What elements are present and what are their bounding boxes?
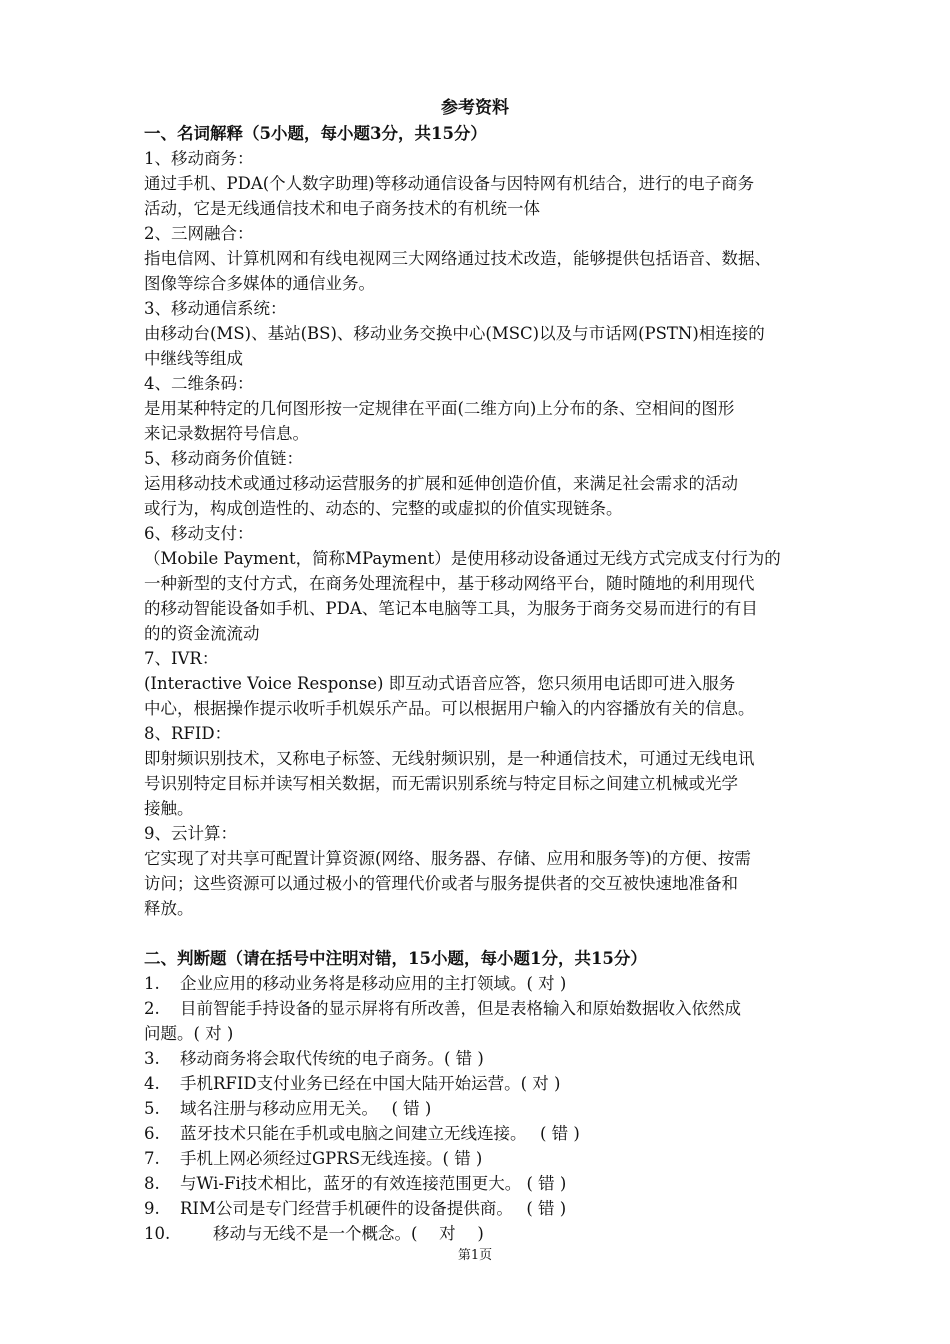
page-title: 参考资料 — [441, 98, 509, 118]
question-number: 4. — [144, 1074, 160, 1093]
question-number: 2. — [144, 999, 160, 1018]
definition-term: 8、RFID： — [144, 724, 232, 743]
question-text: 目前智能手持设备的显示屏将有所改善，但是表格输入和原始数据收入依然成 — [180, 999, 741, 1018]
question-number: 6. — [144, 1124, 160, 1143]
question-line — [144, 1021, 844, 1046]
question-line — [144, 1196, 844, 1221]
definition-text-line: 图像等综合多媒体的通信业务。 — [144, 274, 375, 293]
page-number: 第1页 — [457, 1248, 493, 1263]
question-text: 问题。( 对 ) — [144, 1024, 234, 1043]
definition-text-line: 来记录数据符号信息。 — [144, 424, 309, 443]
question-number: 1. — [144, 974, 160, 993]
definition-text-line: 是用某种特定的几何图形按一定规律在平面(二维方向)上分布的条、空相间的图形 — [144, 399, 735, 418]
question-line — [144, 1046, 844, 1071]
definition-text-line: 指电信网、计算机网和有线电视网三大网络通过技术改造，能够提供包括语音、数据、 — [144, 249, 771, 268]
section-spacer — [144, 921, 844, 946]
definition-text-line: 中心，根据操作提示收听手机娱乐产品。可以根据用户输入的内容播放有关的信息。 — [144, 699, 755, 718]
document-body — [144, 121, 844, 1246]
question-line — [144, 1146, 844, 1171]
definition-term: 7、IVR： — [144, 649, 219, 668]
question-text: 移动与无线不是一个概念。( 对 ) — [180, 1224, 484, 1243]
definition-text-line: 号识别特定目标并读写相关数据，而无需识别系统与特定目标之间建立机械或光学 — [144, 774, 738, 793]
question-number: 3. — [144, 1049, 160, 1068]
definition-text-line: 中继线等组成 — [144, 349, 243, 368]
question-text: 企业应用的移动业务将是移动应用的主打领域。( 对 ) — [180, 974, 567, 993]
question-number: 7. — [144, 1149, 160, 1168]
definition-text-line: 即射频识别技术，又称电子标签、无线射频识别，是一种通信技术，可通过无线电讯 — [144, 749, 755, 768]
question-line — [144, 1171, 844, 1196]
definition-text-line: 的的资金流流动 — [144, 624, 260, 643]
definition-text-line: 它实现了对共享可配置计算资源(网络、服务器、存储、应用和服务等)的方便、按需 — [144, 849, 751, 868]
question-text: 蓝牙技术只能在手机或电脑之间建立无线连接。 ( 错 ) — [180, 1124, 580, 1143]
question-text: 与Wi-Fi技术相比，蓝牙的有效连接范围更大。 ( 错 ) — [180, 1174, 567, 1193]
definition-term: 6、移动支付： — [144, 524, 254, 543]
question-text: 手机RFID支付业务已经在中国大陆开始运营。( 对 ) — [180, 1074, 561, 1093]
question-text: RIM公司是专门经营手机硬件的设备提供商。 ( 错 ) — [180, 1199, 567, 1218]
question-line — [144, 1221, 844, 1246]
question-line — [144, 971, 844, 996]
definition-text-line: 运用移动技术或通过移动运营服务的扩展和延伸创造价值，来满足社会需求的活动 — [144, 474, 738, 493]
question-text: 域名注册与移动应用无关。 ( 错 ) — [180, 1099, 432, 1118]
definition-text-line: 释放。 — [144, 899, 194, 918]
definition-term: 4、二维条码： — [144, 374, 254, 393]
definition-text-line: 访问；这些资源可以通过极小的管理代价或者与服务提供者的交互被快速地准备和 — [144, 874, 738, 893]
definition-term: 3、移动通信系统： — [144, 299, 287, 318]
question-text: 移动商务将会取代传统的电子商务。( 错 ) — [180, 1049, 484, 1068]
definition-term: 1、移动商务： — [144, 149, 254, 168]
definition-text-line: 接触。 — [144, 799, 194, 818]
question-number: 8. — [144, 1174, 160, 1193]
definition-text-line: 一种新型的支付方式，在商务处理流程中，基于移动网络平台，随时随地的利用现代 — [144, 574, 755, 593]
definition-text-line: 由移动台(MS)、基站(BS)、移动业务交换中心(MSC)以及与市话网(PSTN)相连接的 — [144, 324, 765, 343]
definition-text-line: （Mobile Payment，简称MPayment）是使用移动设备通过无线方式完成支付行为的 — [144, 549, 781, 568]
definition-text-line: (Interactive Voice Response) 即互动式语音应答，您只须用电话即可进入服务 — [144, 674, 736, 693]
question-line — [144, 1096, 844, 1121]
definition-text-line: 通过手机、PDA(个人数字助理)等移动通信设备与因特网有机结合，进行的电子商务 — [144, 174, 755, 193]
definition-text-line: 的移动智能设备如手机、PDA、笔记本电脑等工具，为服务于商务交易而进行的有目 — [144, 599, 758, 618]
question-number: 10. — [144, 1224, 171, 1243]
question-number: 9. — [144, 1199, 160, 1218]
definition-text-line: 活动，它是无线通信技术和电子商务技术的有机统一体 — [144, 199, 540, 218]
section-heading-definitions: 一、名词解释（5小题，每小题3分，共15分） — [144, 124, 487, 143]
question-line — [144, 996, 844, 1021]
question-text: 手机上网必须经过GPRS无线连接。( 错 ) — [180, 1149, 483, 1168]
definition-term: 5、移动商务价值链： — [144, 449, 303, 468]
question-number: 5. — [144, 1099, 160, 1118]
definition-text-line: 或行为，构成创造性的、动态的、完整的或虚拟的价值实现链条。 — [144, 499, 623, 518]
section-heading-true-false: 二、判断题（请在括号中注明对错，15小题，每小题1分，共15分） — [144, 949, 647, 968]
question-line — [144, 1121, 844, 1146]
definition-term: 9、云计算： — [144, 824, 237, 843]
question-line — [144, 1071, 844, 1096]
definition-term: 2、三网融合： — [144, 224, 254, 243]
